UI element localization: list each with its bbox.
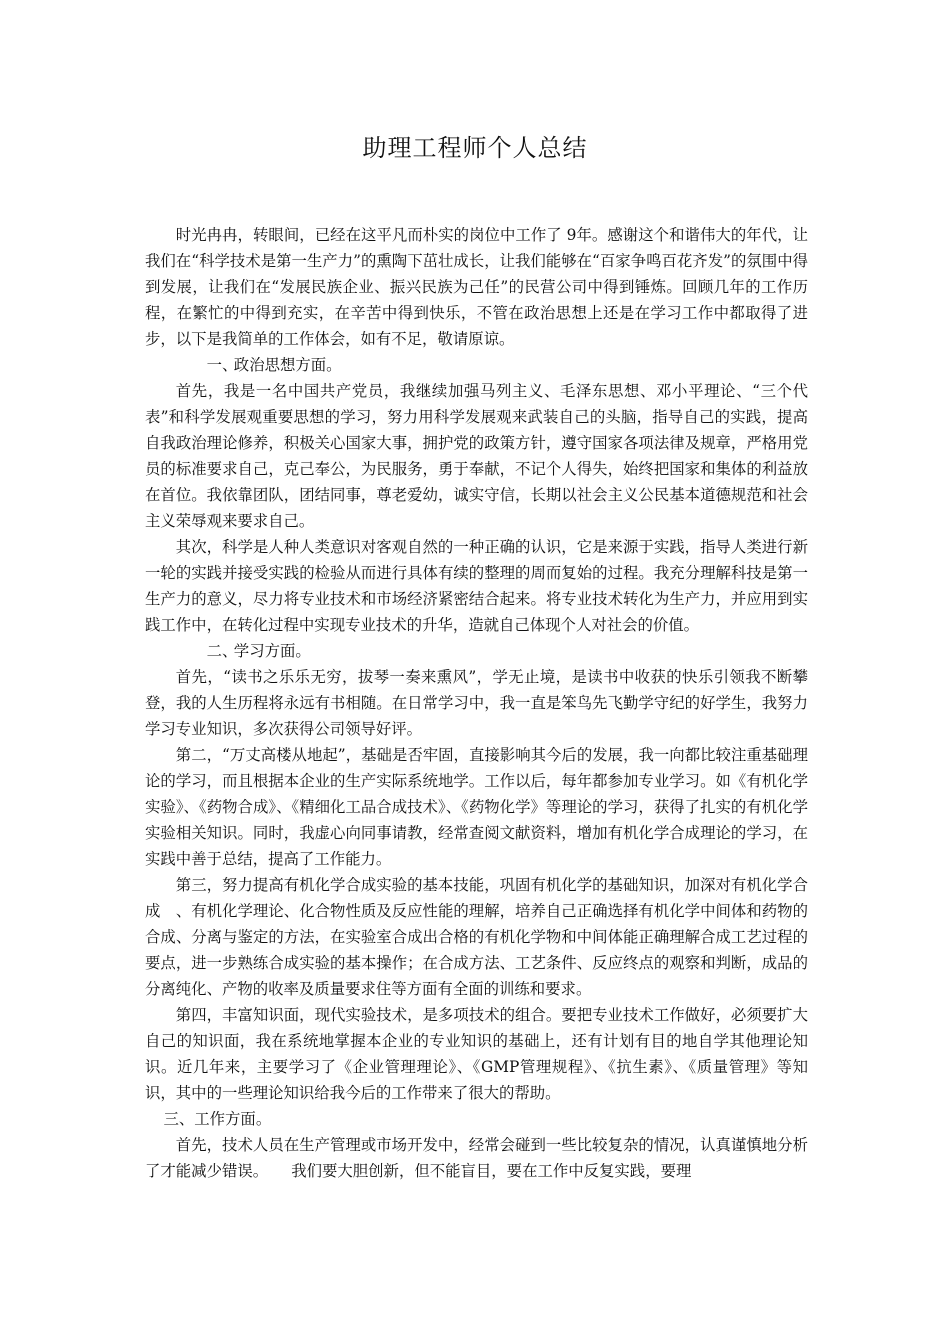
document-title: 助理工程师个人总结	[362, 134, 588, 162]
section-number: 一、	[206, 356, 238, 374]
paragraph: 第三，努力提高有机化学合成实验的基本技能，巩固有机化学的基础知识，加深对有机化学合成 、有机化学理论、化合物性质及反应性能的理解，培养自己正确选择有机化学中间体和药物的合成、分离与鉴定的方法，在实验室合成出合格的有机化学物和中间体能正确理解合成工艺过程的要点，进一步熟练合成实验的基本操作；在合成方法、工艺条件、反应终点的观察和判断，成品的分离纯化、产物的收率及质量要求住等方面有全面的训练和要求。	[145, 876, 808, 998]
section-heading-study	[145, 638, 808, 664]
intro-paragraph: 时光冉冉，转眼间，已经在这平凡而朴实的岗位中工作了 9年。感谢这个和谐伟大的年代，让我们在“科学技术是第一生产力”的熏陶下茁壮成长，让我们能够在“百家争鸣百花齐发”的氛围中得到发展，让我们在“发展民族企业、振兴民族为己任”的民营公司中得到锤炼。回顾几年的工作历程，在繁忙的中得到充实，在辛苦中得到快乐，不管在政治思想上还是在学习工作中都取得了进步，以下是我简单的工作体会，如有不足，敬请原谅。	[145, 226, 808, 348]
paragraph: 首先，“读书之乐乐无穷，拔琴一奏来熏风”，学无止境，是读书中收获的快乐引领我不断攀登，我的人生历程将永远有书相随。在日常学习中，我一直是笨鸟先飞勤学守纪的好学生，我努力学习专业知识，多次获得公司领导好评。	[145, 668, 808, 738]
section-heading-work: 三、工作方面。	[163, 1110, 272, 1128]
section-number: 二、	[206, 642, 238, 660]
paragraph: 第四，丰富知识面，现代实验技术，是多项技术的组合。要把专业技术工作做好，必须要扩大自己的知识面，我在系统地掌握本企业的专业知识的基础上，还有计划有目的地自学其他理论知识。近几年来，主要学习了《企业管理理论》、《GMP管理规程》、《抗生素》、《质量管理》等知识，其中的一些理论知识给我今后的工作带来了很大的帮助。	[145, 1006, 808, 1102]
section-title: 政治思想方面。	[233, 356, 342, 374]
paragraph: 第二，“万丈高楼从地起”，基础是否牢固，直接影响其今后的发展，我一向都比较注重基础理论的学习，而且根据本企业的生产实际系统地学。工作以后，每年都参加专业学习。如《有机化学实验》、《药物合成》、《精细化工品合成技术》、《药物化学》等理论的学习，获得了扎实的有机化学实验相关知识。同时，我虚心向同事请教，经常查阅文献资料，增加有机化学合成理论的学习，在实践中善于总结，提高了工作能力。	[145, 746, 808, 868]
section-title: 学习方面。	[233, 642, 311, 660]
paragraph: 首先，我是一名中国共产党员，我继续加强马列主义、毛泽东思想、邓小平理论、“三个代表”和科学发展观重要思想的学习，努力用科学发展观来武装自己的头脑，指导自己的实践，提高自我政治理论修养，积极关心国家大事，拥护党的政策方针，遵守国家各项法律及规章，严格用党员的标准要求自己，克己奉公，为民服务，勇于奉献，不记个人得失，始终把国家和集体的利益放在首位。我依靠团队，团结同事，尊老爱幼，诚实守信，长期以社会主义公民基本道德规范和社会主义荣辱观来要求自己。	[145, 382, 808, 530]
paragraph: 首先，技术人员在生产管理或市场开发中，经常会碰到一些比较复杂的情况，认真谨慎地分析了才能减少错误。 我们要大胆创新，但不能盲目，要在工作中反复实践，要理	[145, 1136, 808, 1180]
paragraph: 其次，科学是人种人类意识对客观自然的一种正确的认识，它是来源于实践，指导人类进行新一轮的实践并接受实践的检验从而进行具体有续的整理的周而复始的过程。我充分理解科技是第一生产力的意义，尽力将专业技术和市场经济紧密结合起来。将专业技术转化为生产力，并应用到实践工作中，在转化过程中实现专业技术的升华，造就自己体现个人对社会的价值。	[145, 538, 808, 634]
document-body	[145, 222, 808, 1184]
section-heading-politics	[145, 352, 808, 378]
